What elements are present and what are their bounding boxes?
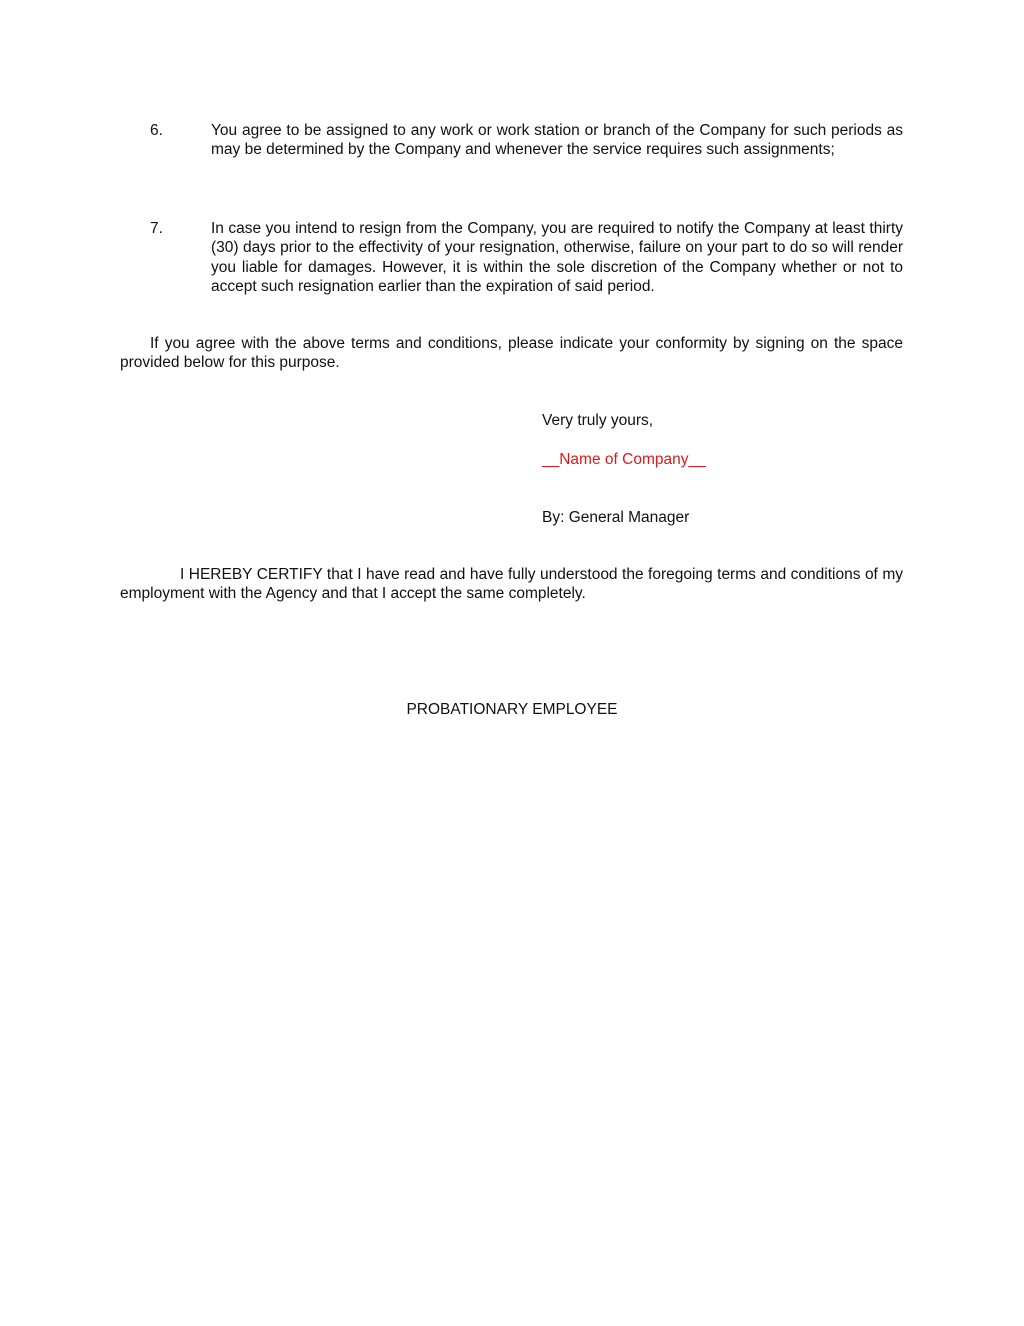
item-text: You agree to be assigned to any work or work station or branch of the Company for such periods as may be determined by the Company and whenever the service requires such assignments;: [211, 122, 903, 159]
item-number: 6.: [150, 122, 163, 139]
list-item-6: [120, 121, 903, 160]
list-item-7: [120, 219, 903, 297]
employee-signature-label: PROBATIONARY EMPLOYEE: [406, 701, 618, 718]
item-text: In case you intend to resign from the Company, you are required to notify the Company at least thirty (30) days prior to the effectivity of your resignation, otherwise, failure on your part to do so will render you liable for damages. However, it is within the sole discretion of the Company whether or not to accept such resignation earlier than the expiration of said period.: [211, 220, 903, 296]
signatory-by-line: By: General Manager: [542, 509, 690, 526]
certification-paragraph: I HEREBY CERTIFY that I have read and have fully understood the foregoing terms and conditions of my employment with the Agency and that I accept the same completely.: [120, 566, 903, 603]
item-number: 7.: [150, 220, 163, 237]
closing-salutation: Very truly yours,: [542, 412, 654, 429]
company-name-placeholder: __Name of Company__: [542, 451, 706, 468]
conformity-paragraph: If you agree with the above terms and conditions, please indicate your conformity by signing on the space provided below for this purpose.: [120, 335, 903, 372]
